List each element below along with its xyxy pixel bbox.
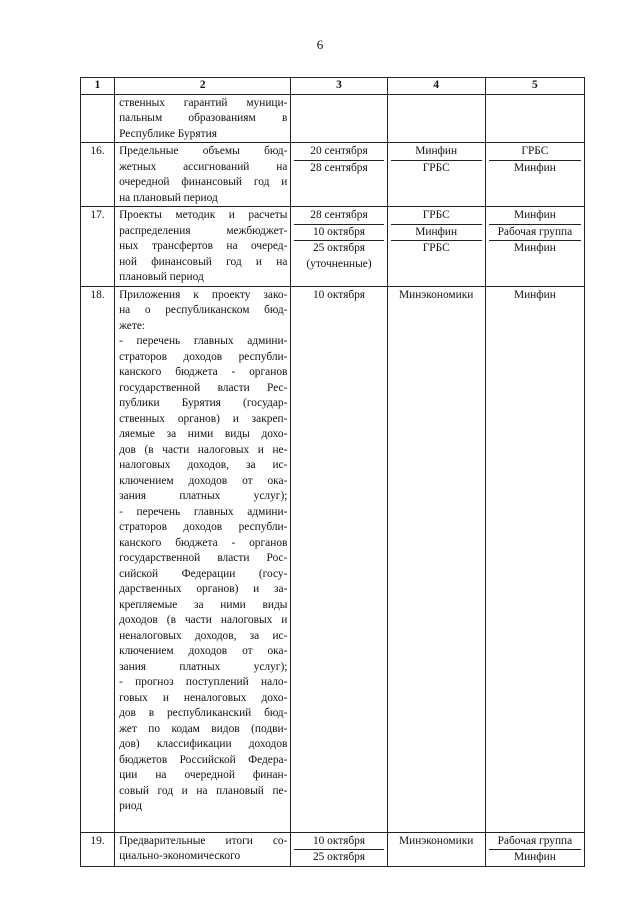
description-line: риод xyxy=(119,800,143,812)
row-col4-entry: ГРБС xyxy=(391,208,482,225)
description-line: на плановый период xyxy=(119,191,218,204)
row-col3 xyxy=(291,207,387,287)
description-line: совый год и на плановый пе- xyxy=(119,784,288,797)
description-line: дов в республиканский бюд- xyxy=(119,707,288,719)
description-line: ции на очередной финан- xyxy=(119,769,288,781)
description-line: плановый период xyxy=(119,271,204,283)
description-line: очередной финансовый год и xyxy=(119,176,288,188)
description-line: Республике Бурятия xyxy=(119,127,217,140)
description-line: Приложения к проекту зако- xyxy=(119,288,288,301)
description-line: жетных ассигнований на xyxy=(119,160,288,173)
description-line: дов) классификации доходов xyxy=(119,738,288,750)
row-description xyxy=(115,286,291,832)
row-number: 19. xyxy=(81,832,115,866)
description-line: - перечень главных админи- xyxy=(119,505,288,518)
table-row xyxy=(81,143,585,207)
description-line: сийской Федерации (госу- xyxy=(119,567,288,580)
page-number: 6 xyxy=(316,37,324,52)
table-row xyxy=(81,832,585,866)
row-col3-entry: 28 сентября xyxy=(294,208,383,225)
description-line: ной финансовый год и на xyxy=(119,255,288,268)
row-col3 xyxy=(291,286,387,832)
description-line: на о республиканском бюд- xyxy=(119,304,288,316)
row-description xyxy=(115,143,291,207)
row-col5-entry: Минфин xyxy=(513,851,556,863)
header-col-4: 4 xyxy=(387,78,485,95)
header-row xyxy=(81,78,585,95)
description-line: ственных органов) и закреп- xyxy=(119,412,288,425)
description-line: Предельные объемы бюд- xyxy=(119,145,288,157)
row-col3-entry: 10 октября xyxy=(312,288,366,301)
row-col5-entry: Минфин xyxy=(489,208,581,225)
row-col5-entry: Минфин xyxy=(513,288,556,301)
row-description xyxy=(115,94,291,143)
table-row xyxy=(81,286,585,832)
description-line: бюджетов Российской Федера- xyxy=(119,753,288,766)
description-line: Проекты методик и расчеты xyxy=(119,209,288,221)
row-col4 xyxy=(387,143,485,207)
row-number: 17. xyxy=(81,207,115,287)
description-line: жет по кодам видов (подви- xyxy=(119,722,288,735)
description-line: циально-экономического xyxy=(119,850,241,862)
description-line: дарственных органов) и за- xyxy=(119,583,288,595)
header-col-5: 5 xyxy=(485,78,584,95)
row-col3-entry: 28 сентября xyxy=(310,161,368,174)
description-line: зания платных услуг); xyxy=(119,660,288,673)
row-col3-entry: 10 октября xyxy=(294,834,383,851)
description-line: дов (в части налоговых и не- xyxy=(119,443,288,456)
row-col5-entry: Рабочая группа xyxy=(489,225,581,242)
row-description xyxy=(115,207,291,287)
row-col3-entry: 25 октября xyxy=(312,851,366,863)
row-col5-entry: Минфин xyxy=(513,242,556,254)
description-line: ключением доходов от ока- xyxy=(119,645,288,657)
row-col3 xyxy=(291,832,387,866)
description-line: - прогноз поступлений нало- xyxy=(119,676,288,688)
description-line: распределения межбюджет- xyxy=(119,224,288,237)
row-col4 xyxy=(387,832,485,866)
table-row xyxy=(81,207,585,287)
row-col5 xyxy=(485,94,584,143)
description-line: ственных гарантий муници- xyxy=(119,96,288,109)
description-line: зания платных услуг); xyxy=(119,490,288,502)
description-line: канского бюджета - органов xyxy=(119,366,288,378)
row-col5-entry: ГРБС xyxy=(489,144,581,161)
description-line: крепляемые за ними виды xyxy=(119,598,288,611)
description-line: говых и неналоговых дохо- xyxy=(119,691,288,704)
row-col4-entry: Минфин xyxy=(391,225,482,242)
row-number: 16. xyxy=(81,143,115,207)
description-line: жете: xyxy=(119,319,146,332)
description-line: государственной власти Рес- xyxy=(119,381,288,394)
schedule-table xyxy=(80,77,585,867)
description-line: доходов (в части налоговых и xyxy=(119,614,288,626)
row-col5 xyxy=(485,207,584,287)
description-line: канского бюджета - органов xyxy=(119,536,288,549)
header-col-2: 2 xyxy=(115,78,291,95)
table-row xyxy=(81,94,585,143)
row-col4-entry: ГРБС xyxy=(422,161,450,174)
row-number: 18. xyxy=(81,286,115,832)
row-col4-entry: Минэкономики xyxy=(399,834,474,847)
row-col4-entry: ГРБС xyxy=(422,242,450,254)
description-line: страторов доходов республи- xyxy=(119,350,288,363)
row-col4 xyxy=(387,94,485,143)
description-line: - перечень главных админи- xyxy=(119,335,288,347)
description-line: пальным образованиям в xyxy=(119,112,288,124)
row-col5 xyxy=(485,286,584,832)
row-col5 xyxy=(485,143,584,207)
row-col4 xyxy=(387,286,485,832)
row-number xyxy=(81,94,115,143)
row-description xyxy=(115,832,291,866)
description-line: ключением доходов от ока- xyxy=(119,474,288,487)
row-col5 xyxy=(485,832,584,866)
header-col-3: 3 xyxy=(291,78,387,95)
row-col3-entry: 20 сентября xyxy=(294,144,383,161)
description-line: ных трансфертов на очеред- xyxy=(119,240,288,252)
header-col-1: 1 xyxy=(81,78,115,95)
row-col3-entry: 10 октября xyxy=(294,225,383,242)
row-col3 xyxy=(291,143,387,207)
row-col5-entry: Рабочая группа xyxy=(489,834,581,851)
row-col3 xyxy=(291,94,387,143)
description-line: страторов доходов республи- xyxy=(119,521,288,533)
row-col5-entry: Минфин xyxy=(513,161,556,174)
row-col4-entry: Минэкономики xyxy=(399,288,474,301)
description-line: налоговых доходов, за ис- xyxy=(119,459,288,471)
description-line: неналоговых доходов, за ис- xyxy=(119,629,288,642)
row-col4 xyxy=(387,207,485,287)
row-col4-entry: Минфин xyxy=(391,144,482,161)
description-line: ляемые за ними виды дохо- xyxy=(119,428,288,440)
description-line: Предварительные итоги со- xyxy=(119,834,288,847)
description-line: публики Бурятия (государ- xyxy=(119,397,288,409)
row-col3-entry: 25 октября (уточненные) xyxy=(306,242,372,270)
description-line: государственной власти Рос- xyxy=(119,552,288,564)
